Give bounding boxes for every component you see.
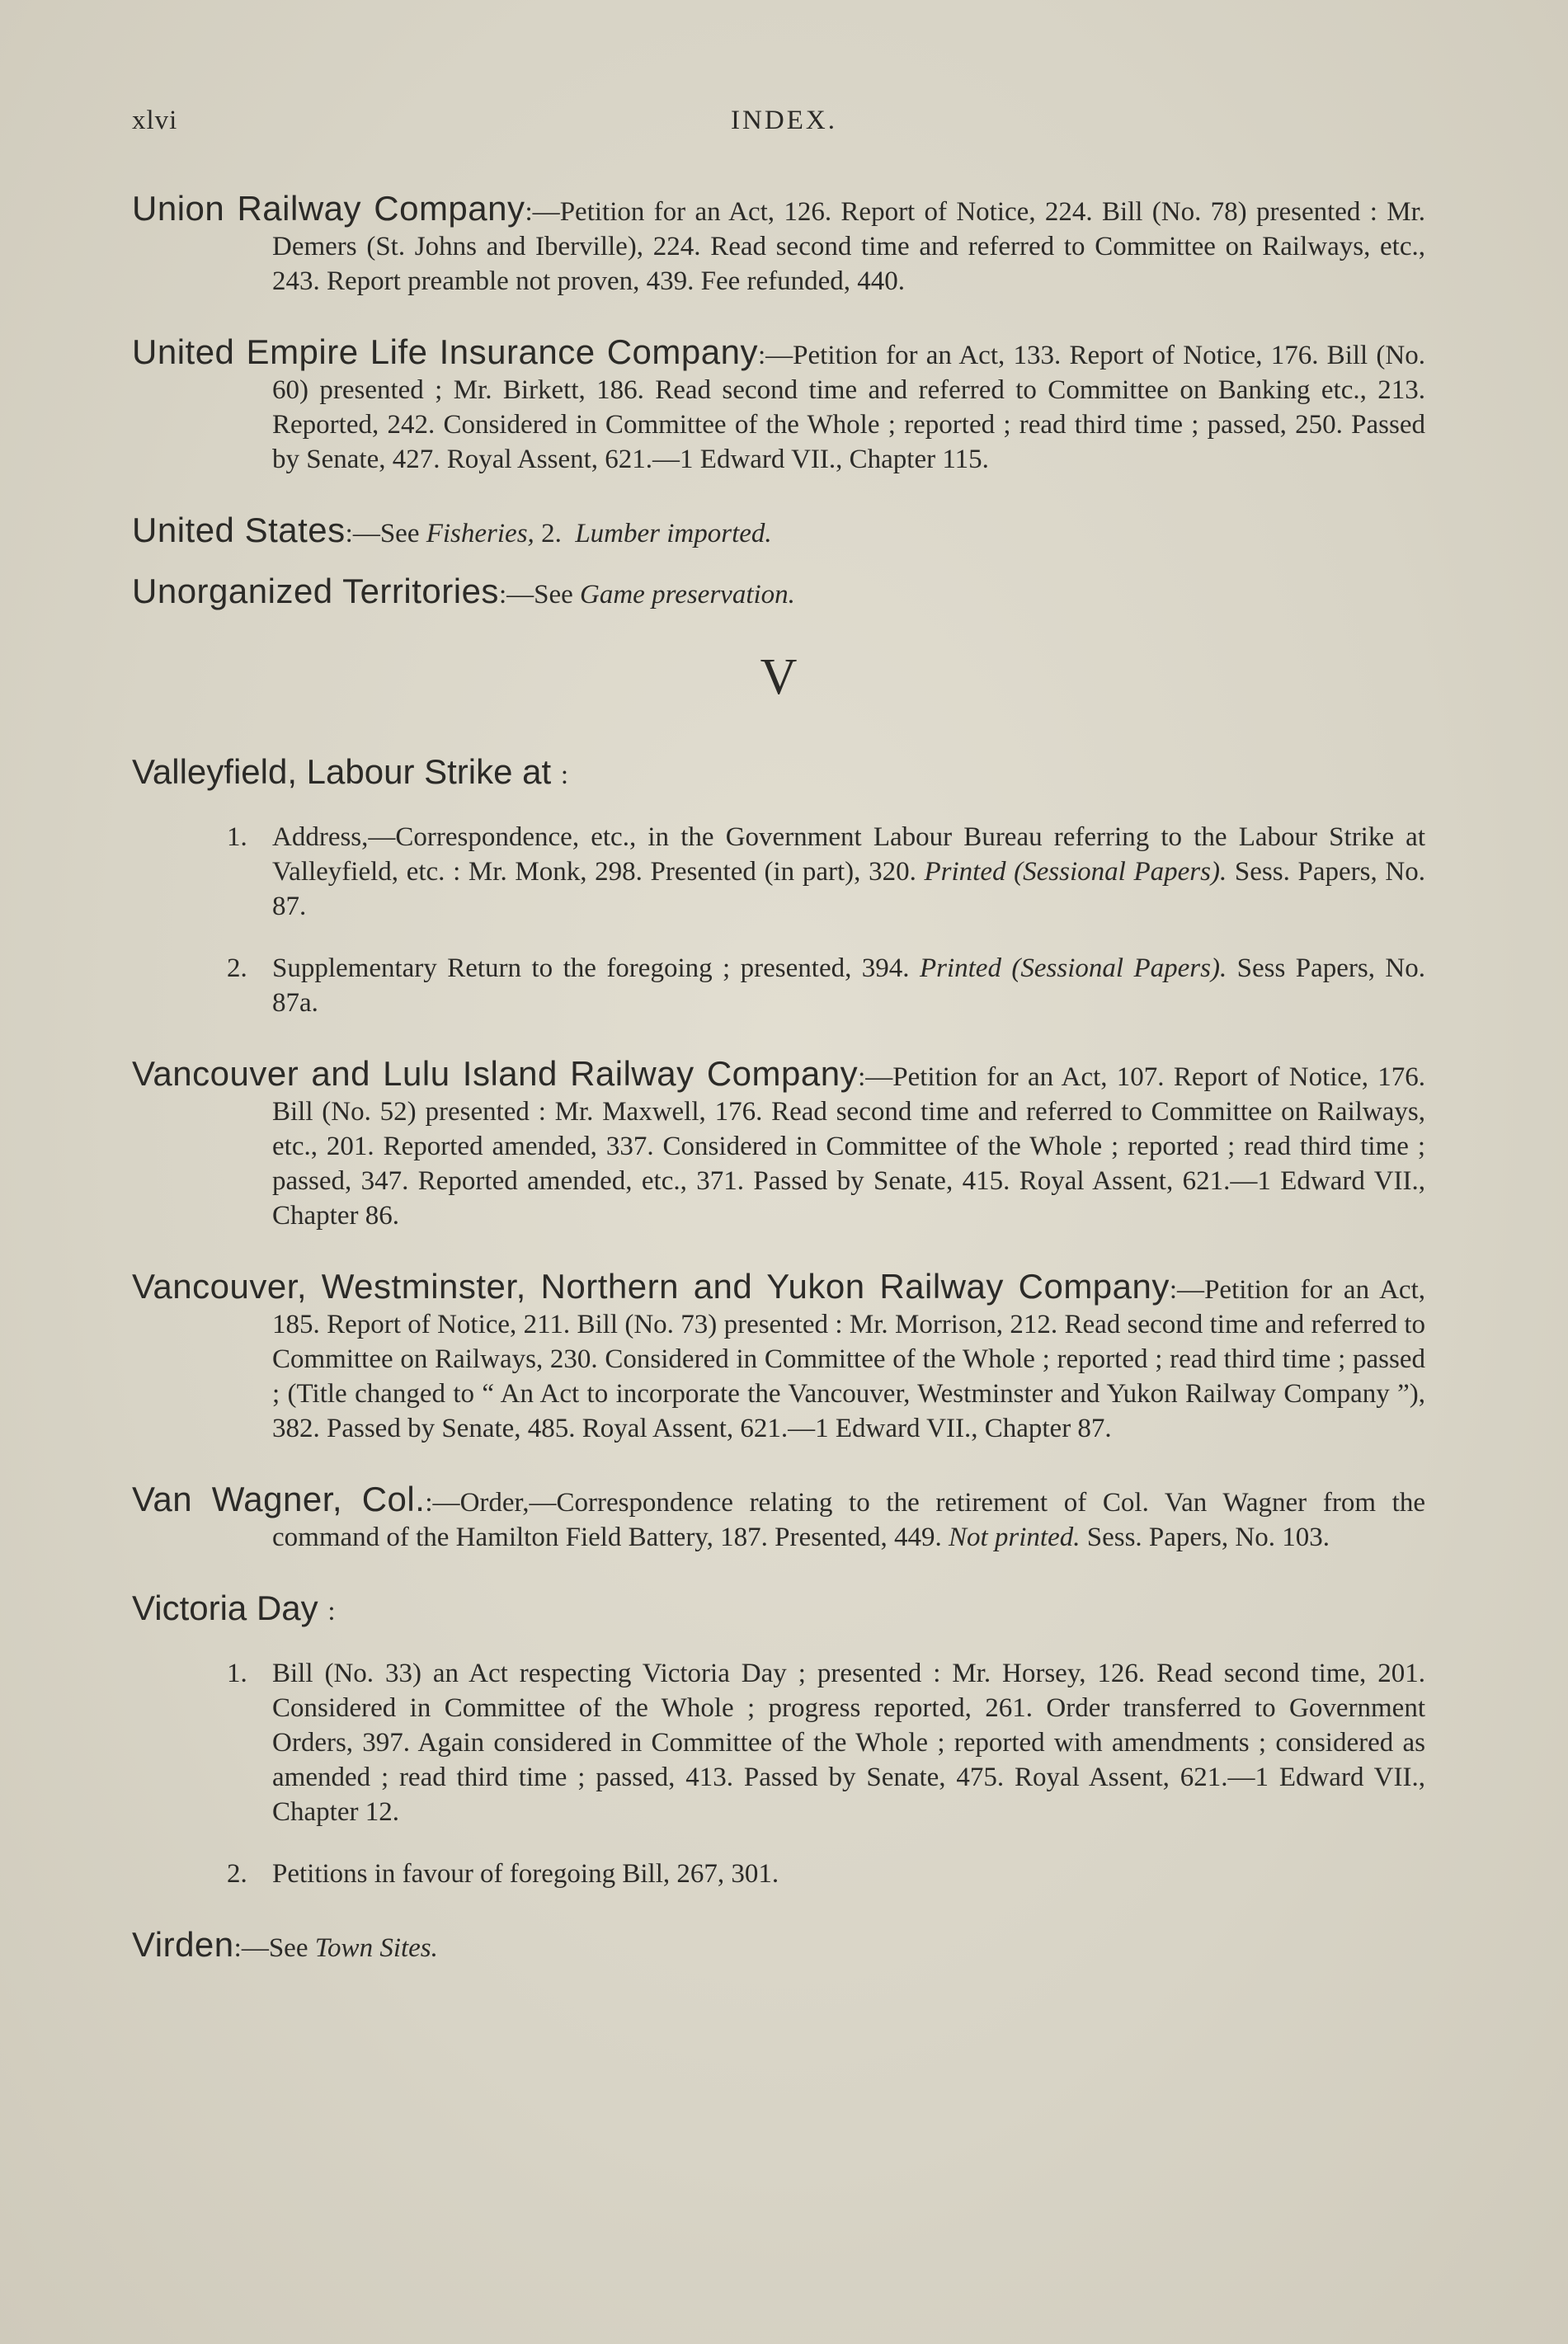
sub-item-text: Petitions in favour of foregoing Bill, 267, 301.	[272, 1859, 779, 1889]
entry-text: Petition for an Act, 107. Report of Notice, 176. Bill (No. 52) presented : Mr. Maxwell, 176. Read second time and referred to Committee on Railways, etc., 201. Reported amended, 337. Considered in Committee of the Whole ; reported ; read third time ; passed, 347. Reported amended, etc., 371. Passed by Senate, 415. Royal Assent, 621.—1 Edward VII., Chapter 86.	[272, 1062, 1425, 1231]
sessional-paper: Sess Papers, No. 87a.	[272, 953, 1426, 1018]
entry-separator: :—See	[233, 1933, 308, 1963]
not-printed-note: Not printed.	[948, 1523, 1081, 1552]
index-entry-van-wagner	[132, 1482, 1425, 1555]
running-head	[132, 106, 1436, 147]
index-entry-united-states	[132, 513, 1425, 551]
entry-separator: :—	[1169, 1275, 1205, 1305]
sub-item-text: Supplementary Return to the foregoing ; presented, 394.	[272, 953, 910, 983]
sub-item	[132, 951, 1425, 1020]
cross-reference: Lumber imported.	[575, 519, 772, 548]
sub-item	[132, 1656, 1425, 1829]
entry-heading: Van Wagner, Col.	[132, 1480, 426, 1518]
entry-separator: :—	[858, 1062, 893, 1092]
entry-separator: :—	[525, 197, 560, 227]
sessional-paper: Sess. Papers, No. 103.	[1080, 1523, 1330, 1552]
entry-separator: :—See	[345, 519, 420, 548]
entry-heading: Unorganized Territories	[132, 572, 499, 610]
entry-heading: Valleyfield, Labour Strike at	[132, 752, 552, 791]
cross-reference: Fisheries,	[426, 519, 534, 548]
entry-separator: :—	[757, 341, 793, 370]
entry-heading: Union Railway Company	[132, 189, 525, 228]
entry-heading: Vancouver, Westminster, Northern and Yukon Railway Company	[132, 1267, 1170, 1306]
sub-item-number: 2.	[227, 1859, 247, 1889]
entry-text: Petition for an Act, 185. Report of Notice, 211. Bill (No. 73) presented : Mr. Morrison, 212. Read second time and referred to Committee on Railways, 230. Considered in Committee of the Whole ; reported ; read third time ; passed ; (Title changed to “ An Act to incorporate the Vancouver, Westminster and Yukon Railway Company ”), 382. Passed by Senate, 485. Royal Assent, 621.—1 Edward VII., Chapter 87.	[272, 1275, 1425, 1443]
cross-reference: Town Sites.	[314, 1933, 438, 1963]
entry-text: Petition for an Act, 126. Report of Notice, 224. Bill (No. 78) presented : Mr. Demers (St. Johns and Iberville), 224. Read second time and referred to Committee on Railways, etc., 243. Report preamble not proven, 439. Fee refunded, 440.	[272, 197, 1425, 296]
sub-item-text: Bill (No. 33) an Act respecting Victoria Day ; presented : Mr. Horsey, 126. Read second time, 201. Considered in Committee of the Whole ; progress reported, 261. Order transferred to Government Orders, 397. Again considered in Committee of the Whole ; reported with amendments ; considered as amended ; read third time ; passed, 413. Passed by Senate, 475. Royal Assent, 621.—1 Edward VII., Chapter 12.	[272, 1659, 1425, 1827]
entry-colon: :	[327, 1597, 336, 1626]
index-content	[132, 191, 1425, 2002]
index-entry-union-railway	[132, 191, 1425, 299]
printed-note: Printed (Sessional Papers).	[919, 953, 1227, 983]
sub-item	[132, 1857, 1425, 1891]
entry-heading: United States	[132, 511, 346, 549]
sub-item-number: 1.	[227, 1659, 247, 1688]
running-title: INDEX.	[731, 106, 837, 135]
page-number: xlvi	[132, 106, 178, 135]
index-entry-united-empire	[132, 332, 1426, 477]
sub-item-number: 1.	[227, 822, 247, 852]
sub-item-number: 2.	[227, 953, 247, 983]
index-entry-valleyfield	[132, 752, 1426, 1020]
index-entry-virden	[132, 1927, 1425, 1965]
cross-reference-number: 2.	[534, 519, 562, 548]
section-letter: V	[760, 649, 798, 705]
index-entry-vancouver-lulu-island	[132, 1054, 1425, 1233]
entry-colon: :	[560, 760, 569, 790]
index-entry-unorganized-territories	[132, 574, 1425, 612]
printed-note: Printed (Sessional Papers).	[924, 857, 1227, 887]
entry-separator: :—	[425, 1488, 460, 1518]
index-entry-vancouver-westminster	[132, 1269, 1425, 1446]
entry-heading: Victoria Day	[132, 1589, 318, 1627]
entry-text: Petition for an Act, 133. Report of Notice, 176. Bill (No. 60) presented ; Mr. Birkett, 186. Read second time and referred to Committee on Banking etc., 213. Reported, 242. Considered in Committee of the Whole ; reported ; read third time ; passed, 250. Passed by Senate, 427. Royal Assent, 621.—1 Edward VII., Chapter 115.	[272, 341, 1426, 474]
entry-heading: Vancouver and Lulu Island Railway Company	[132, 1054, 859, 1093]
entry-separator: :—See	[498, 580, 573, 610]
index-entry-victoria-day	[132, 1591, 1425, 1891]
sub-item-text: Address,—Correspondence, etc., in the Government Labour Bureau referring to the Labour Strike at Valleyfield, etc. : Mr. Monk, 298. Presented (in part), 320.	[272, 822, 1425, 887]
sessional-paper: Sess. Papers, No. 87.	[272, 857, 1426, 921]
entry-heading: United Empire Life Insurance Company	[132, 332, 758, 371]
entry-text: Order,—Correspondence relating to the retirement of Col. Van Wagner from the command of the Hamilton Field Battery, 187. Presented, 449.	[272, 1488, 1425, 1552]
entry-heading: Virden	[132, 1925, 234, 1964]
cross-reference: Game preservation.	[580, 580, 795, 610]
sub-item	[132, 820, 1425, 924]
